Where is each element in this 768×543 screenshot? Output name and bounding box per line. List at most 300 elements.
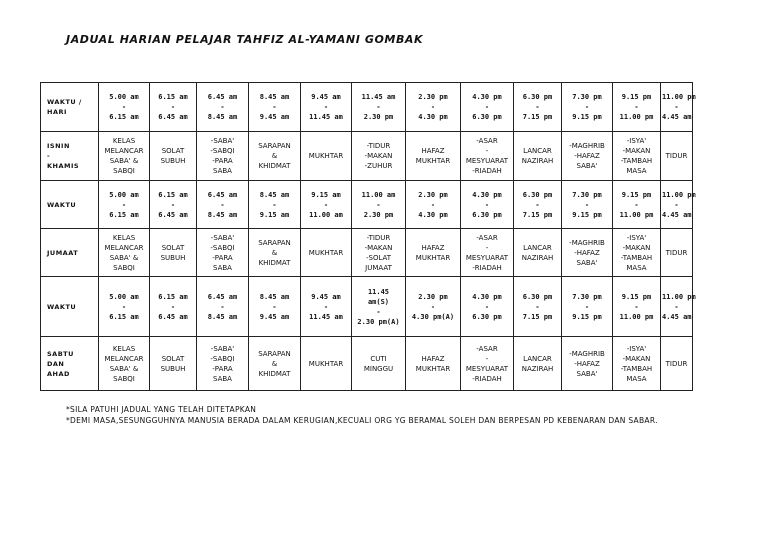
cell-line: MELANCAR [104,243,144,252]
cell-line: SABA' & [109,157,139,165]
cell-line: - [634,302,639,311]
cell-line: & [271,359,278,368]
cell-line: - [484,103,490,111]
cell-line: -RIADAH [472,374,502,383]
cell-line: 6.15 am [158,292,188,301]
cell-line: - [535,103,540,111]
cell-line: 11.00 am [309,210,343,219]
cell-line: -ASAR [476,344,498,353]
row-label-line: AHAD [47,369,70,378]
cell-line: -HAFAZ [574,248,600,257]
cell-line: MUKHTAR [415,364,451,373]
cell-line: 6.45 am [158,113,188,121]
cell-line: 2.30 pm [363,113,394,121]
activity-cell [562,132,613,181]
cell-line: - [535,200,540,209]
cell-line: 7.30 pm [572,93,602,101]
cell-line: -SABQI [210,354,235,363]
cell-line: 9.15 pm [572,113,602,121]
cell-line: -RIADAH [472,263,502,272]
cell-line: 2.30 pm(A) [357,317,400,326]
time-cell [461,83,514,132]
cell-line: KELAS [112,233,136,242]
cell-line: am(S) [367,297,390,306]
cell-line: SABA' & [109,364,139,373]
cell-line: - [323,103,329,111]
cell-line: 8.45 am [207,210,238,219]
cell-line: -SABQI [210,243,235,252]
cell-line: -ASAR [476,233,498,242]
time-cell [150,181,197,229]
cell-line: - [634,103,639,111]
time-cell [461,181,514,229]
cell-line: MESYUARAT [465,364,509,373]
cell-line: LANCAR [523,147,552,155]
cell-line: - [323,302,329,311]
activity-row [41,132,693,181]
time-cell [352,181,406,229]
cell-line: 9.15 am [259,210,290,219]
cell-line: 8.45 am [259,292,290,301]
row-label-line: JUMAAT [47,248,79,257]
time-cell [197,181,249,229]
time-cell [301,83,352,132]
cell-line: HAFAZ [421,243,445,252]
time-cell [352,277,406,337]
cell-line: - [485,147,489,155]
cell-line: -SOLAT [365,253,392,262]
cell-line: SUBUH [160,364,186,373]
time-cell [99,83,150,132]
time-cell [562,181,613,229]
cell-line: MESYUARAT [465,157,509,165]
cell-line: MELANCAR [104,354,144,363]
row-label-line: SABTU [47,349,74,358]
cell-line: MASA [626,374,647,383]
note-line: *DEMI MASA,SESUNGGUHNYA MANUSIA BERADA DALAM KERUGIAN,KECUALI ORG YG BERAMAL SOLEH DAN BERPESAN PD KEBENARAN DAN SABAR. [66,416,658,425]
activity-cell [249,229,301,277]
cell-line: SABA [213,374,232,383]
cell-line: - [220,302,225,311]
cell-line: 8.45 am [259,93,290,101]
row-label [41,83,99,132]
cell-line: 9.15 pm [621,93,652,101]
activity-row [41,229,693,277]
cell-line: SUBUH [160,157,186,165]
cell-line: -MAGHRIB [569,142,605,150]
cell-line: 4.30 pm [418,210,448,219]
cell-line: MUKHTAR [415,253,451,262]
cell-line: - [323,200,329,209]
cell-line: -SABA' [210,137,235,145]
cell-line: LANCAR [523,354,552,363]
time-cell [613,277,661,337]
time-cell [661,83,696,132]
cell-line: SARAPAN [258,142,291,150]
activity-cell [352,132,406,181]
time-cell [562,83,613,132]
cell-line: -MAGHRIB [569,238,605,247]
cell-line: SABA' & [109,253,139,262]
cell-line: TIDUR [665,359,688,368]
cell-line: SABA' [576,162,598,170]
activity-cell [197,132,249,181]
time-cell [197,277,249,337]
row-label-line: WAKTU / [47,98,82,106]
cell-line: MUKHTAR [308,359,344,368]
cell-line: 9.45 am [311,292,341,301]
activity-cell [249,337,301,391]
cell-line: KHIDMAT [258,369,291,378]
cell-line: -TAMBAH [620,364,653,373]
cell-line: - [272,200,277,209]
cell-line: 7.15 pm [522,210,553,219]
cell-line: LANCAR [523,243,552,252]
time-cell [613,181,661,229]
row-label-line: WAKTU [47,200,77,209]
cell-line: - [376,103,381,111]
activity-cell [613,229,661,277]
notes [66,404,706,426]
row-label-line: WAKTU [47,302,77,311]
cell-line: -SABQI [210,147,235,155]
cell-line: 4.30 pm [472,93,502,101]
row-label [41,277,99,337]
cell-line: - [272,302,277,311]
activity-cell [301,132,352,181]
cell-line: NAZIRAH [521,364,554,373]
cell-line: - [376,307,381,316]
cell-line: 8.45 am [207,113,238,121]
cell-line: - [376,200,381,209]
cell-line: - [430,302,436,311]
activity-cell [150,132,197,181]
cell-line: 6.15 am [109,312,139,321]
activity-cell [197,229,249,277]
cell-line: -MAKAN [622,147,651,155]
time-cell [661,181,696,229]
activity-cell [301,229,352,277]
activity-cell [514,229,562,277]
time-cell [514,181,562,229]
time-cell [613,83,661,132]
cell-line: - [121,103,127,111]
cell-line: 5.00 am [109,292,139,301]
activity-cell [99,229,150,277]
cell-line: 6.45 am [207,93,238,101]
activity-cell [406,337,461,391]
cell-line: 6.30 pm [522,292,553,301]
cell-line: 2.30 pm [363,210,394,219]
activity-cell [352,337,406,391]
cell-line: 6.15 am [109,113,139,121]
cell-line: - [170,103,176,111]
cell-line: SABA' [576,258,598,267]
cell-line: SARAPAN [258,349,291,358]
cell-line: 6.30 pm [472,210,502,219]
cell-line: SOLAT [161,354,185,363]
cell-line: -RIADAH [472,167,502,175]
cell-line: MASA [626,263,647,272]
activity-cell [661,337,693,391]
activity-cell [99,132,150,181]
cell-line: 9.15 pm [572,312,602,321]
activity-row [41,337,693,391]
cell-line: 4.30 pm [418,113,448,121]
cell-line: 9.15 pm [621,190,652,199]
cell-line: 6.30 pm [472,113,502,121]
cell-line: 11.45 am [361,93,396,101]
schedule-body [41,83,696,391]
cell-line: -ISYA' [626,137,647,145]
cell-line: MINGGU [363,364,394,373]
cell-line: -PARA [212,253,233,262]
activity-cell [613,132,661,181]
cell-line: -HAFAZ [574,359,600,368]
time-cell [99,277,150,337]
cell-line: -PARA [212,364,233,373]
cell-line: - [674,200,679,209]
time-cell [514,277,562,337]
cell-line: SABA' [576,369,598,378]
time-cell [150,277,197,337]
cell-line: -TAMBAH [620,253,653,262]
cell-line: - [430,103,436,111]
time-cell [352,83,406,132]
cell-line: 9.45 am [259,113,290,121]
activity-cell [661,132,693,181]
time-cell [301,277,352,337]
cell-line: 2.30 pm [418,93,448,101]
row-label [41,132,99,181]
cell-line: 6.15 am [158,93,188,101]
cell-line: KHIDMAT [258,258,291,267]
row-label [41,337,99,391]
cell-line: - [484,200,490,209]
cell-line: -ISYA' [626,233,647,242]
activity-cell [406,229,461,277]
cell-line: 11.45 [367,287,390,296]
cell-line: 4.30 pm [472,292,502,301]
cell-line: 9.15 pm [621,292,652,301]
cell-line: HAFAZ [421,354,445,363]
cell-line: SABA [213,167,232,175]
activity-cell [562,229,613,277]
cell-line: MASA [626,167,647,175]
cell-line: SOLAT [161,243,185,252]
cell-line: SARAPAN [258,238,291,247]
cell-line: 11.00 pm [619,210,654,219]
cell-line: - [485,354,489,363]
cell-line: TIDUR [665,248,688,257]
cell-line: KHIDMAT [258,162,291,170]
activity-cell [301,337,352,391]
cell-line: 4.30 pm(A) [411,312,455,321]
cell-line: 5.00 am [109,190,139,199]
cell-line: -SABA' [210,233,235,242]
cell-line: -MAKAN [364,152,393,160]
cell-line: -ASAR [476,137,498,145]
cell-line: MESYUARAT [465,253,509,262]
time-cell [99,181,150,229]
cell-line: 9.15 am [311,190,341,199]
activity-cell [661,229,693,277]
cell-line: -MAKAN [622,243,651,252]
page-title: JADUAL HARIAN PELAJAR TAHFIZ AL-YAMANI GOMBAK [66,33,424,46]
cell-line: 11.00 am [361,190,396,199]
time-cell [249,83,301,132]
cell-line: 4.45 am [662,210,692,219]
time-cell [661,277,696,337]
cell-line: - [220,200,225,209]
cell-line: - [272,103,277,111]
time-cell [249,277,301,337]
schedule-table [40,82,696,391]
activity-cell [562,337,613,391]
cell-line: 11.00 pm [619,113,654,121]
activity-cell [461,337,514,391]
cell-line: 7.15 pm [522,113,553,121]
cell-line: 6.15 am [158,190,188,199]
time-cell [562,277,613,337]
cell-line: TIDUR [665,152,688,160]
time-cell [406,83,461,132]
cell-line: 4.30 pm [472,190,502,199]
cell-line: 7.30 pm [572,292,602,301]
cell-line: KELAS [112,137,136,145]
cell-line: 2.30 pm [418,190,448,199]
cell-line: & [271,248,278,257]
cell-line: HAFAZ [421,147,445,155]
cell-line: -MAKAN [364,243,393,252]
row-label-line: - [47,152,51,160]
note-line: *SILA PATUHI JADUAL YANG TELAH DITETAPKAN [66,405,257,414]
time-cell [150,83,197,132]
cell-line: - [484,302,490,311]
time-cell [197,83,249,132]
cell-line: 11.00 pm [662,292,696,301]
cell-line: SABQI [113,167,135,175]
cell-line: MUKHTAR [308,248,344,257]
cell-line: 6.45 am [158,312,188,321]
cell-line: 2.30 pm [418,292,448,301]
cell-line: 11.45 am [309,312,343,321]
cell-line: 6.45 am [207,292,238,301]
cell-line: - [584,200,590,209]
cell-line: NAZIRAH [521,253,554,262]
cell-line: - [220,103,225,111]
cell-line: -PARA [212,157,233,165]
cell-line: - [430,200,436,209]
cell-line: SOLAT [161,147,185,155]
activity-cell [99,337,150,391]
activity-cell [406,132,461,181]
activity-cell [150,337,197,391]
time-row [41,181,693,229]
cell-line: -TIDUR [366,142,391,150]
cell-line: 6.30 pm [472,312,502,321]
activity-cell [249,132,301,181]
cell-line: MELANCAR [104,147,144,155]
cell-line: - [121,302,127,311]
cell-line: 5.00 am [109,93,139,101]
cell-line: 4.45 am [662,113,692,121]
cell-line: KELAS [112,344,136,353]
time-cell [406,277,461,337]
cell-line: 9.45 am [259,312,290,321]
cell-line: 6.45 am [207,190,238,199]
cell-line: 6.30 pm [522,190,553,199]
time-cell [249,181,301,229]
cell-line: SUBUH [160,253,186,262]
cell-line: 6.15 am [109,210,139,219]
cell-line: - [485,243,489,252]
cell-line: 7.15 pm [522,312,553,321]
cell-line: -SABA' [210,344,235,353]
cell-line: SABQI [113,263,135,272]
activity-cell [514,132,562,181]
cell-line: NAZIRAH [521,157,554,165]
cell-line: - [170,200,176,209]
row-label-line: ISNIN [47,142,70,150]
activity-cell [352,229,406,277]
cell-line: 6.30 pm [522,93,553,101]
cell-line: - [584,302,590,311]
row-label-line: HARI [47,108,67,116]
cell-line: -MAKAN [622,354,651,363]
cell-line: 11.00 pm [662,190,696,199]
row-label-line: DAN [47,359,65,368]
cell-line: 7.30 pm [572,190,602,199]
cell-line: 8.45 am [207,312,238,321]
cell-line: SABQI [113,374,135,383]
activity-cell [197,337,249,391]
cell-line: -ZUHUR [364,162,393,170]
cell-line: - [121,200,127,209]
activity-cell [461,132,514,181]
cell-line: & [271,152,278,160]
cell-line: MUKHTAR [308,152,344,160]
activity-cell [461,229,514,277]
cell-line: - [170,302,176,311]
activity-cell [514,337,562,391]
cell-line: - [535,302,540,311]
row-label-line: KHAMIS [47,162,80,170]
cell-line: -MAGHRIB [569,349,605,358]
row-label [41,229,99,277]
time-cell [406,181,461,229]
cell-line: - [634,200,639,209]
cell-line: 11.00 pm [662,93,696,101]
cell-line: -TIDUR [366,233,391,242]
activity-cell [613,337,661,391]
cell-line: 9.45 am [311,93,341,101]
cell-line: -HAFAZ [574,152,600,160]
time-cell [461,277,514,337]
cell-line: JUMAAT [365,263,392,272]
cell-line: 6.45 am [158,210,188,219]
cell-line: CUTI [370,354,387,363]
time-row [41,83,693,132]
cell-line: 9.15 pm [572,210,602,219]
cell-line: -ISYA' [626,344,647,353]
time-cell [514,83,562,132]
cell-line: -TAMBAH [620,157,653,165]
cell-line: 11.00 pm [619,312,654,321]
cell-line: - [674,103,679,111]
cell-line: 4.45 am [662,312,692,321]
cell-line: MUKHTAR [415,157,451,165]
